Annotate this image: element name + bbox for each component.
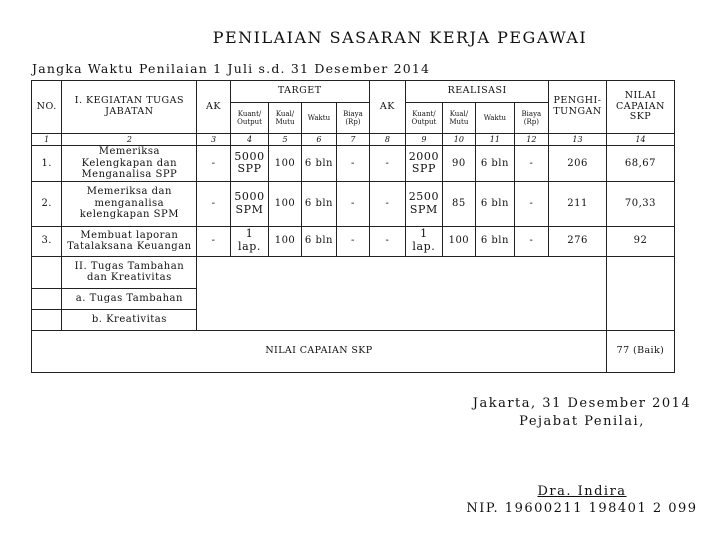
total-row <box>32 330 675 372</box>
additional-task-label: a. Tugas Tambahan <box>62 288 197 309</box>
header-penghitungan: PENGHI-TUNGAN <box>549 81 607 134</box>
empty-cell <box>32 309 62 330</box>
realisasi-kual: 90 <box>442 146 475 182</box>
section-additional-row <box>32 256 675 288</box>
column-number: 9 <box>406 134 443 146</box>
realisasi-ak: - <box>369 181 406 226</box>
header-ak-realisasi: AK <box>369 81 406 134</box>
empty-cell <box>32 288 62 309</box>
document-title: PENILAIAN SASARAN KERJA PEGAWAI <box>212 28 588 47</box>
row-number: 2. <box>32 181 62 226</box>
target-kual: 100 <box>269 226 301 256</box>
signature-place-date: Jakarta, 31 Desember 2014 <box>472 396 692 411</box>
realisasi-kual: 100 <box>442 226 475 256</box>
header-target-kual: Kual/ Mutu <box>269 103 301 134</box>
table-row <box>32 146 675 182</box>
header-realisasi-biaya: Biaya (Rp) <box>514 103 548 134</box>
realisasi-waktu: 6 bln <box>476 226 515 256</box>
header-ak: AK <box>197 81 230 134</box>
activity-name: Memeriksa dan menganalisa kelengkapan SPM <box>62 181 197 226</box>
header-target-kuant: Kuant/ Output <box>230 103 269 134</box>
target-biaya: - <box>337 226 369 256</box>
empty-nilai-cell <box>606 256 674 330</box>
empty-cell <box>32 256 62 288</box>
realisasi-ak: - <box>369 146 406 182</box>
total-label: NILAI CAPAIAN SKP <box>32 330 607 372</box>
target-biaya: - <box>337 181 369 226</box>
column-number: 14 <box>606 134 674 146</box>
table-row <box>32 226 675 256</box>
column-number: 3 <box>197 134 230 146</box>
section-additional-title: II. Tugas Tambahan dan Kreativitas <box>62 256 197 288</box>
header-realisasi-kual: Kual/ Mutu <box>442 103 475 134</box>
realisasi-kual: 85 <box>442 181 475 226</box>
realisasi-waktu: 6 bln <box>476 146 515 182</box>
nilai-value: 70,33 <box>606 181 674 226</box>
column-number: 2 <box>62 134 197 146</box>
total-value: 77 (Baik) <box>606 330 674 372</box>
target-biaya: - <box>337 146 369 182</box>
nilai-value: 68,67 <box>606 146 674 182</box>
header-target-waktu: Waktu <box>301 103 336 134</box>
target-ak: - <box>197 226 230 256</box>
realisasi-waktu: 6 bln <box>476 181 515 226</box>
realisasi-biaya: - <box>514 226 548 256</box>
target-waktu: 6 bln <box>301 226 336 256</box>
target-kual: 100 <box>269 146 301 182</box>
header-row-1 <box>32 81 675 103</box>
activity-name: Memeriksa Kelengkapan dan Menganalisa SPP <box>62 146 197 182</box>
header-no: NO. <box>32 81 62 134</box>
empty-merged-cell <box>197 256 607 330</box>
penghitungan-value: 206 <box>549 146 607 182</box>
signatory-nip: NIP. 19600211 198401 2 099 <box>466 501 698 516</box>
target-waktu: 6 bln <box>301 146 336 182</box>
column-number: 7 <box>337 134 369 146</box>
realisasi-biaya: - <box>514 181 548 226</box>
target-kuant: 5000 SPP <box>230 146 269 182</box>
header-nilai: NILAI CAPAIAN SKP <box>606 81 674 134</box>
nilai-value: 92 <box>606 226 674 256</box>
realisasi-kuant: 1 lap. <box>406 226 443 256</box>
penghitungan-value: 211 <box>549 181 607 226</box>
header-realisasi-kuant: Kuant/ Output <box>406 103 443 134</box>
assessment-period: Jangka Waktu Penilaian 1 Juli s.d. 31 Desember 2014 <box>32 61 431 76</box>
column-number: 10 <box>442 134 475 146</box>
table-row <box>32 181 675 226</box>
target-kuant: 5000 SPM <box>230 181 269 226</box>
column-number: 8 <box>369 134 406 146</box>
column-number: 1 <box>32 134 62 146</box>
target-waktu: 6 bln <box>301 181 336 226</box>
header-target: TARGET <box>230 81 369 103</box>
target-ak: - <box>197 181 230 226</box>
column-number: 12 <box>514 134 548 146</box>
signatory-name <box>452 484 712 499</box>
target-ak: - <box>197 146 230 182</box>
column-number: 5 <box>269 134 301 146</box>
column-number: 4 <box>230 134 269 146</box>
signatory-name-text: Dra. Indira <box>537 484 627 499</box>
penghitungan-value: 276 <box>549 226 607 256</box>
column-number: 6 <box>301 134 336 146</box>
target-kuant: 1 lap. <box>230 226 269 256</box>
row-number: 3. <box>32 226 62 256</box>
column-number: 11 <box>476 134 515 146</box>
header-target-biaya: Biaya (Rp) <box>337 103 369 134</box>
activity-name: Membuat laporan Tatalaksana Keuangan <box>62 226 197 256</box>
column-number: 13 <box>549 134 607 146</box>
header-activity: I. KEGIATAN TUGAS JABATAN <box>62 81 197 134</box>
realisasi-biaya: - <box>514 146 548 182</box>
signature-role: Pejabat Penilai, <box>519 414 645 429</box>
realisasi-kuant: 2500 SPM <box>406 181 443 226</box>
row-number: 1. <box>32 146 62 182</box>
target-kual: 100 <box>269 181 301 226</box>
realisasi-kuant: 2000 SPP <box>406 146 443 182</box>
skp-table <box>31 80 675 373</box>
header-realisasi: REALISASI <box>406 81 549 103</box>
column-number-row <box>32 134 675 146</box>
creativity-label: b. Kreativitas <box>62 309 197 330</box>
header-realisasi-waktu: Waktu <box>476 103 515 134</box>
realisasi-ak: - <box>369 226 406 256</box>
